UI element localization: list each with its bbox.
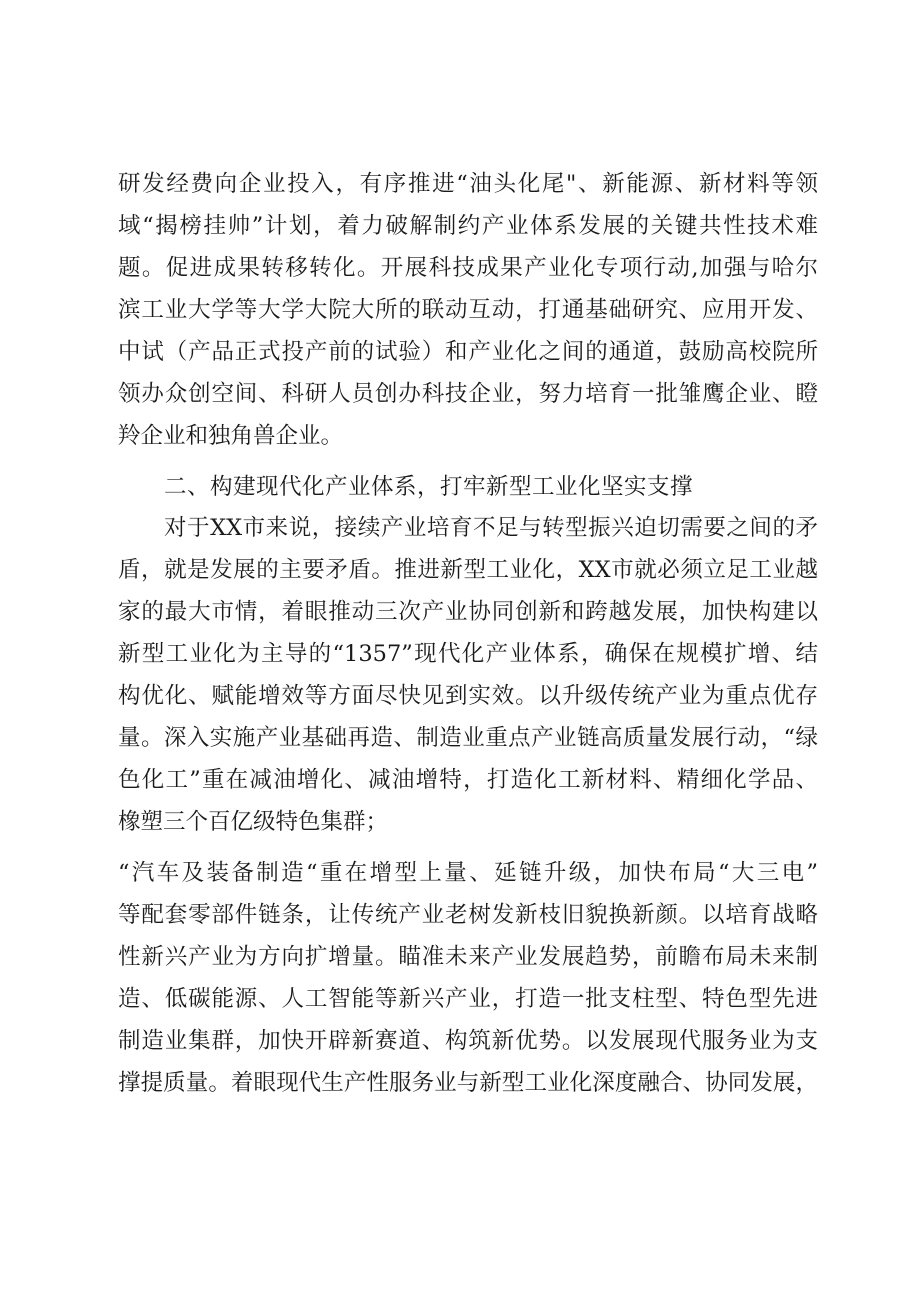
text-line: 构优化、赋能增效等方面尽快见到实效。以升级传统产业为重点优存 [118,683,818,709]
text-line: 色化工”重在减油增化、减油增特，打造化工新材料、精细化学品、 [118,767,818,793]
text-line: 撑提质量。着眼现代生产性服务业与新型工业化深度融合、协同发展， [118,1070,818,1096]
text-line: 中试（产品正式投产前的试验）和产业化之间的通道，鼓励高校院所 [118,339,818,365]
text-line: 对于XX市来说，接续产业培育不足与转型振兴迫切需要之间的矛 [164,515,818,541]
text-line: 域“揭榜挂帅”计划，着力破解制约产业体系发展的关键共性技术难 [118,213,818,239]
text-line: 滨工业大学等大学大院大所的联动互动，打通基础研究、应用开发、 [118,297,818,323]
text-line: 题。促进成果转移转化。开展科技成果产业化专项行动,加强与哈尔 [118,255,818,281]
text-line: 家的最大市情，着眼推动三次产业协同创新和跨越发展，加快构建以 [118,599,818,625]
text-line: 新型工业化为主导的“1357”现代化产业体系，确保在规模扩增、结 [118,641,818,667]
text-line: “汽车及装备制造“重在增型上量、延链升级，加快布局“大三电” [118,860,818,886]
text-line: 盾，就是发展的主要矛盾。推进新型工业化，XX市就必须立足工业越 [118,557,818,583]
text-line: 量。深入实施产业基础再造、制造业重点产业链高质量发展行动，“绿 [118,725,818,751]
text-line: 性新兴产业为方向扩增量。瞄准未来产业发展趋势，前瞻布局未来制 [118,944,818,970]
text-line: 制造业集群，加快开辟新赛道、构筑新优势。以发展现代服务业为支 [118,1028,818,1054]
text-line: 羚企业和独角兽企业。 [118,423,344,449]
text-line: 等配套零部件链条，让传统产业老树发新枝旧貌换新颜。以培育战略 [118,902,818,928]
text-line: 橡塑三个百亿级特色集群； [118,809,389,835]
section-heading: 二、构建现代化产业体系，打牢新型工业化坚实支撑 [164,474,694,500]
text-line: 研发经费向企业投入，有序推进“油头化尾"、新能源、新材料等领 [118,171,818,197]
text-line: 领办众创空间、科研人员创办科技企业，努力培育一批雏鹰企业、瞪 [118,381,818,407]
text-line: 造、低碳能源、人工智能等新兴产业，打造一批支柱型、特色型先进 [118,986,818,1012]
